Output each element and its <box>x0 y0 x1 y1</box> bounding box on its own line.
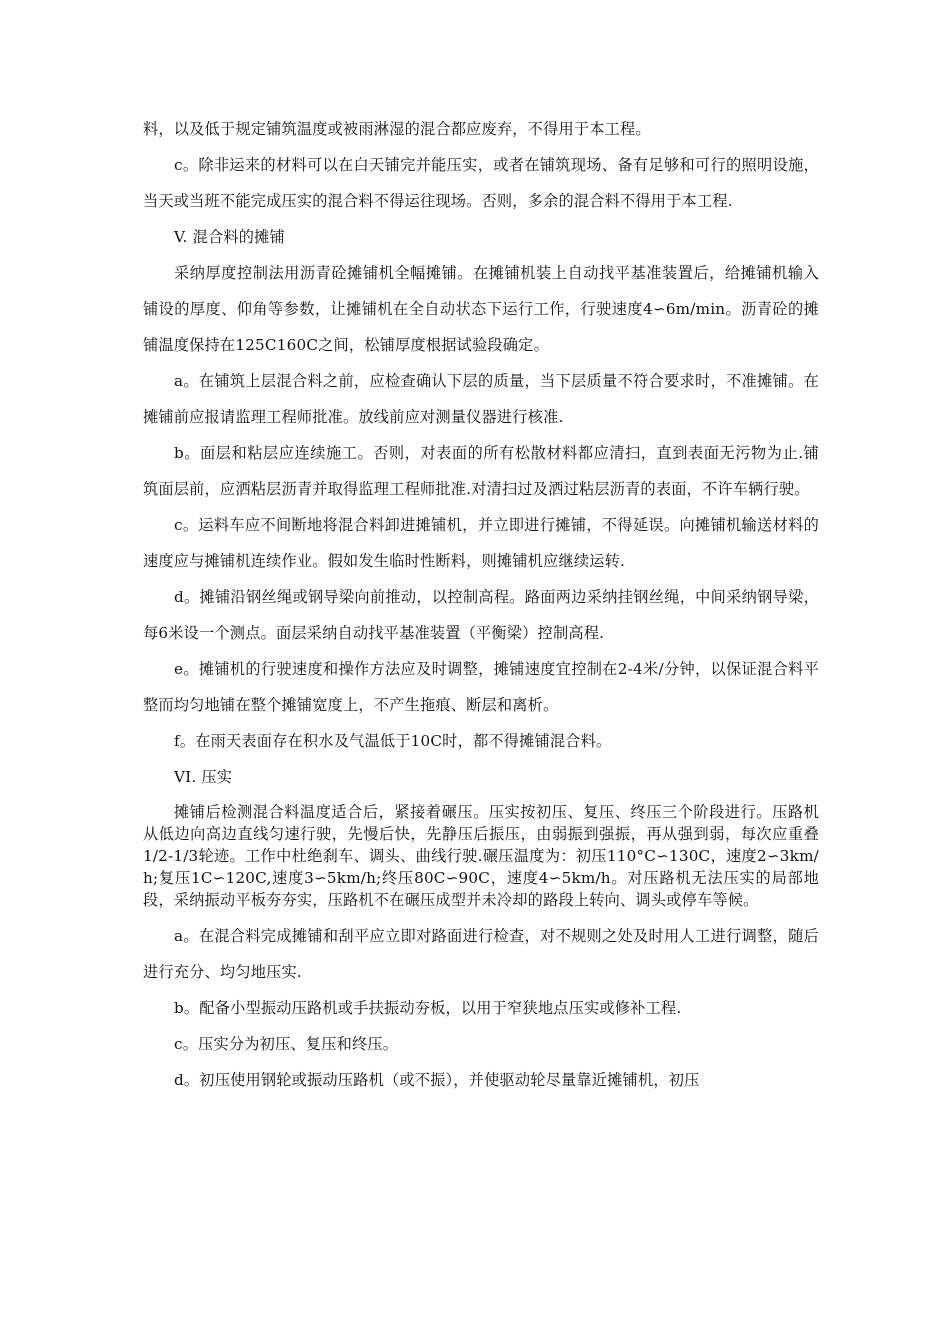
paragraph-item-c-2: c。运料车应不间断地将混合料卸进摊铺机，并立即进行摊铺，不得延误。向摊铺机输送材料的速度应与摊铺机连续作业。假如发生临时性断料，则摊铺机应继续运转. <box>143 516 819 570</box>
paragraph-continuation: 料，以及低于规定铺筑温度或被雨淋湿的混合都应废弃，不得用于本工程。 <box>143 120 651 138</box>
section-heading-compaction: VI. 压实 <box>174 768 233 786</box>
paragraph-paving-method: 采纳厚度控制法用沥青砼摊铺机全幅摊铺。在摊铺机装上自动找平基准装置后，给摊铺机输入铺设的厚度、仰角等参数，让摊铺机在全自动状态下运行工作，行驶速度4∽6m/min。沥青砼的摊铺温度保持在125C160C之间，松铺厚度根据试验段确定。 <box>143 264 819 354</box>
section-heading-paving: V. 混合料的摊铺 <box>174 228 285 246</box>
paragraph-item-e: e。摊铺机的行驶速度和操作方法应及时调整，摊铺速度宜控制在2-4米/分钟，以保证混合料平整而均匀地铺在整个摊铺宽度上，不产生拖痕、断层和离析。 <box>143 660 819 714</box>
paragraph-compaction-c: c。压实分为初压、复压和终压。 <box>174 1035 399 1053</box>
paragraph-item-a: a。在铺筑上层混合料之前，应检查确认下层的质量，当下层质量不符合要求时，不准摊铺。在摊铺前应报请监理工程师批准。放线前应对测量仪器进行核准. <box>143 372 819 426</box>
paragraph-compaction-d: d。初压使用钢轮或振动压路机（或不振），并使驱动轮尽量靠近摊铺机，初压 <box>174 1071 700 1089</box>
paragraph-compaction-b: b。配备小型振动压路机或手扶振动夯板，以用于窄狭地点压实或修补工程. <box>174 999 682 1017</box>
paragraph-item-d: d。摊铺沿钢丝绳或钢导梁向前推动，以控制高程。路面两边采纳挂钢丝绳，中间采纳钢导梁，每6米设一个测点。面层采纳自动找平基准装置（平衡梁）控制高程. <box>143 588 819 642</box>
paragraph-item-f: f。在雨天表面存在积水及气温低于10C时，都不得摊铺混合料。 <box>174 732 612 750</box>
paragraph-compaction-method: 摊铺后检测混合料温度适合后，紧接着碾压。压实按初压、复压、终压三个阶段进行。压路机从低边向高边直线匀速行驶，先慢后快，先静压后振压，由弱振到强振，再从强到弱，每次应重叠1/2-1/3轮迹。工作中杜绝刹车、调头、曲线行驶.碾压温度为：初压110°C∽130C，速度2∽3km/h;复压1C∽120C,速度3∽5km/h;终压80C∽90C，速度4∽5km/h。对压路机无法压实的局部地段，采纳振动平板夯夯实，压路机不在碾压成型并未冷却的路段上转向、调头或停车等候。 <box>143 803 819 909</box>
paragraph-item-c: c。除非运来的材料可以在白天铺完并能压实，或者在铺筑现场、备有足够和可行的照明设施，当天或当班不能完成压实的混合料不得运往现场。否则，多余的混合料不得用于本工程. <box>143 156 819 210</box>
paragraph-compaction-a: a。在混合料完成摊铺和刮平应立即对路面进行检查，对不规则之处及时用人工进行调整，随后进行充分、均匀地压实. <box>143 927 819 981</box>
body-text <box>143 111 819 1098</box>
paragraph-item-b: b。面层和粘层应连续施工。否则，对表面的所有松散材料都应清扫，直到表面无污物为止.铺筑面层前，应洒粘层沥青并取得监理工程师批准.对清扫过及洒过粘层沥青的表面，不许车辆行驶。 <box>143 444 819 498</box>
